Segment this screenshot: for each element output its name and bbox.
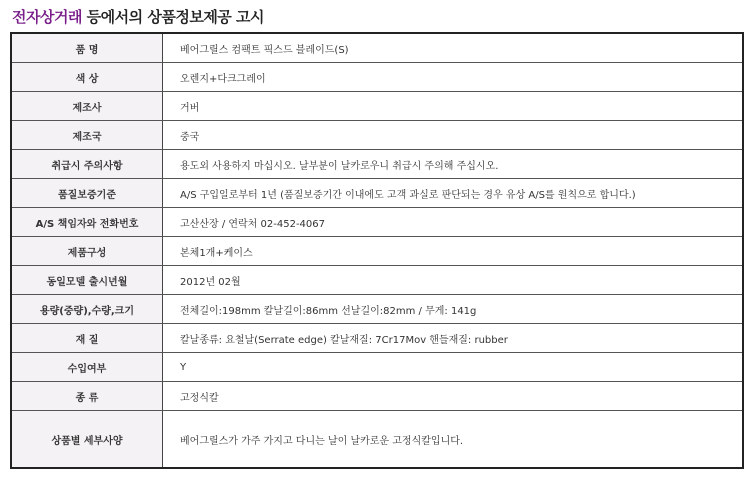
table-row: [11, 266, 743, 295]
table-row: [11, 63, 743, 92]
row-label: A/S 책임자와 전화번호: [11, 208, 163, 237]
row-value: 거버: [163, 92, 744, 121]
row-value: 전체길이:198mm 칼날길이:86mm 선날길이:82mm / 무게: 141g: [163, 295, 744, 324]
row-value: 베어그릴스가 가주 가지고 다니는 날이 날카로운 고정식칼입니다.: [163, 411, 744, 469]
page-title-accent: 전자상거래: [12, 8, 82, 26]
row-label: 취급시 주의사항: [11, 150, 163, 179]
page-title-rest: 등에서의 상품정보제공 고시: [81, 8, 265, 26]
row-label: 상품별 세부사양: [11, 411, 163, 469]
table-row: [11, 208, 743, 237]
row-label: 품 명: [11, 33, 163, 63]
table-row: [11, 121, 743, 150]
row-label: 색 상: [11, 63, 163, 92]
row-value: 고산산장 / 연락처 02-452-4067: [163, 208, 744, 237]
row-label: 용량(중량),수량,크기: [11, 295, 163, 324]
row-label: 재 질: [11, 324, 163, 353]
row-value: 용도외 사용하지 마십시오. 날부분이 날카로우니 취급시 주의해 주십시오.: [163, 150, 744, 179]
table-row: [11, 33, 743, 63]
table-row: [11, 295, 743, 324]
row-label: 제조사: [11, 92, 163, 121]
row-label: 제품구성: [11, 237, 163, 266]
row-value: 칼날종류: 요철날(Serrate edge) 칼날재질: 7Cr17Mov 핸들재질: rubber: [163, 324, 744, 353]
table-row: [11, 92, 743, 121]
row-value: 중국: [163, 121, 744, 150]
table-row: [11, 324, 743, 353]
row-value: 고정식칼: [163, 382, 744, 411]
page-title: [12, 6, 264, 27]
table-row: [11, 353, 743, 382]
row-label: 수입여부: [11, 353, 163, 382]
table-row: [11, 179, 743, 208]
table-row: [11, 382, 743, 411]
row-value: Y: [163, 353, 744, 382]
row-label: 동일모델 출시년월: [11, 266, 163, 295]
product-info-table: [10, 32, 744, 469]
row-label: 종 류: [11, 382, 163, 411]
row-value: A/S 구입일로부터 1년 (품질보증기간 이내에도 고객 과실로 판단되는 경우 유상 A/S를 원칙으로 합니다.): [163, 179, 744, 208]
row-label: 제조국: [11, 121, 163, 150]
row-label: 품질보증기준: [11, 179, 163, 208]
row-value: 본체1개+케이스: [163, 237, 744, 266]
table-row: [11, 150, 743, 179]
row-value: 오렌지+다크그레이: [163, 63, 744, 92]
table-row: [11, 237, 743, 266]
table-row: [11, 411, 743, 469]
row-value: 2012년 02월: [163, 266, 744, 295]
row-value: 베어그릴스 컴팩트 픽스드 블레이드(S): [163, 33, 744, 63]
